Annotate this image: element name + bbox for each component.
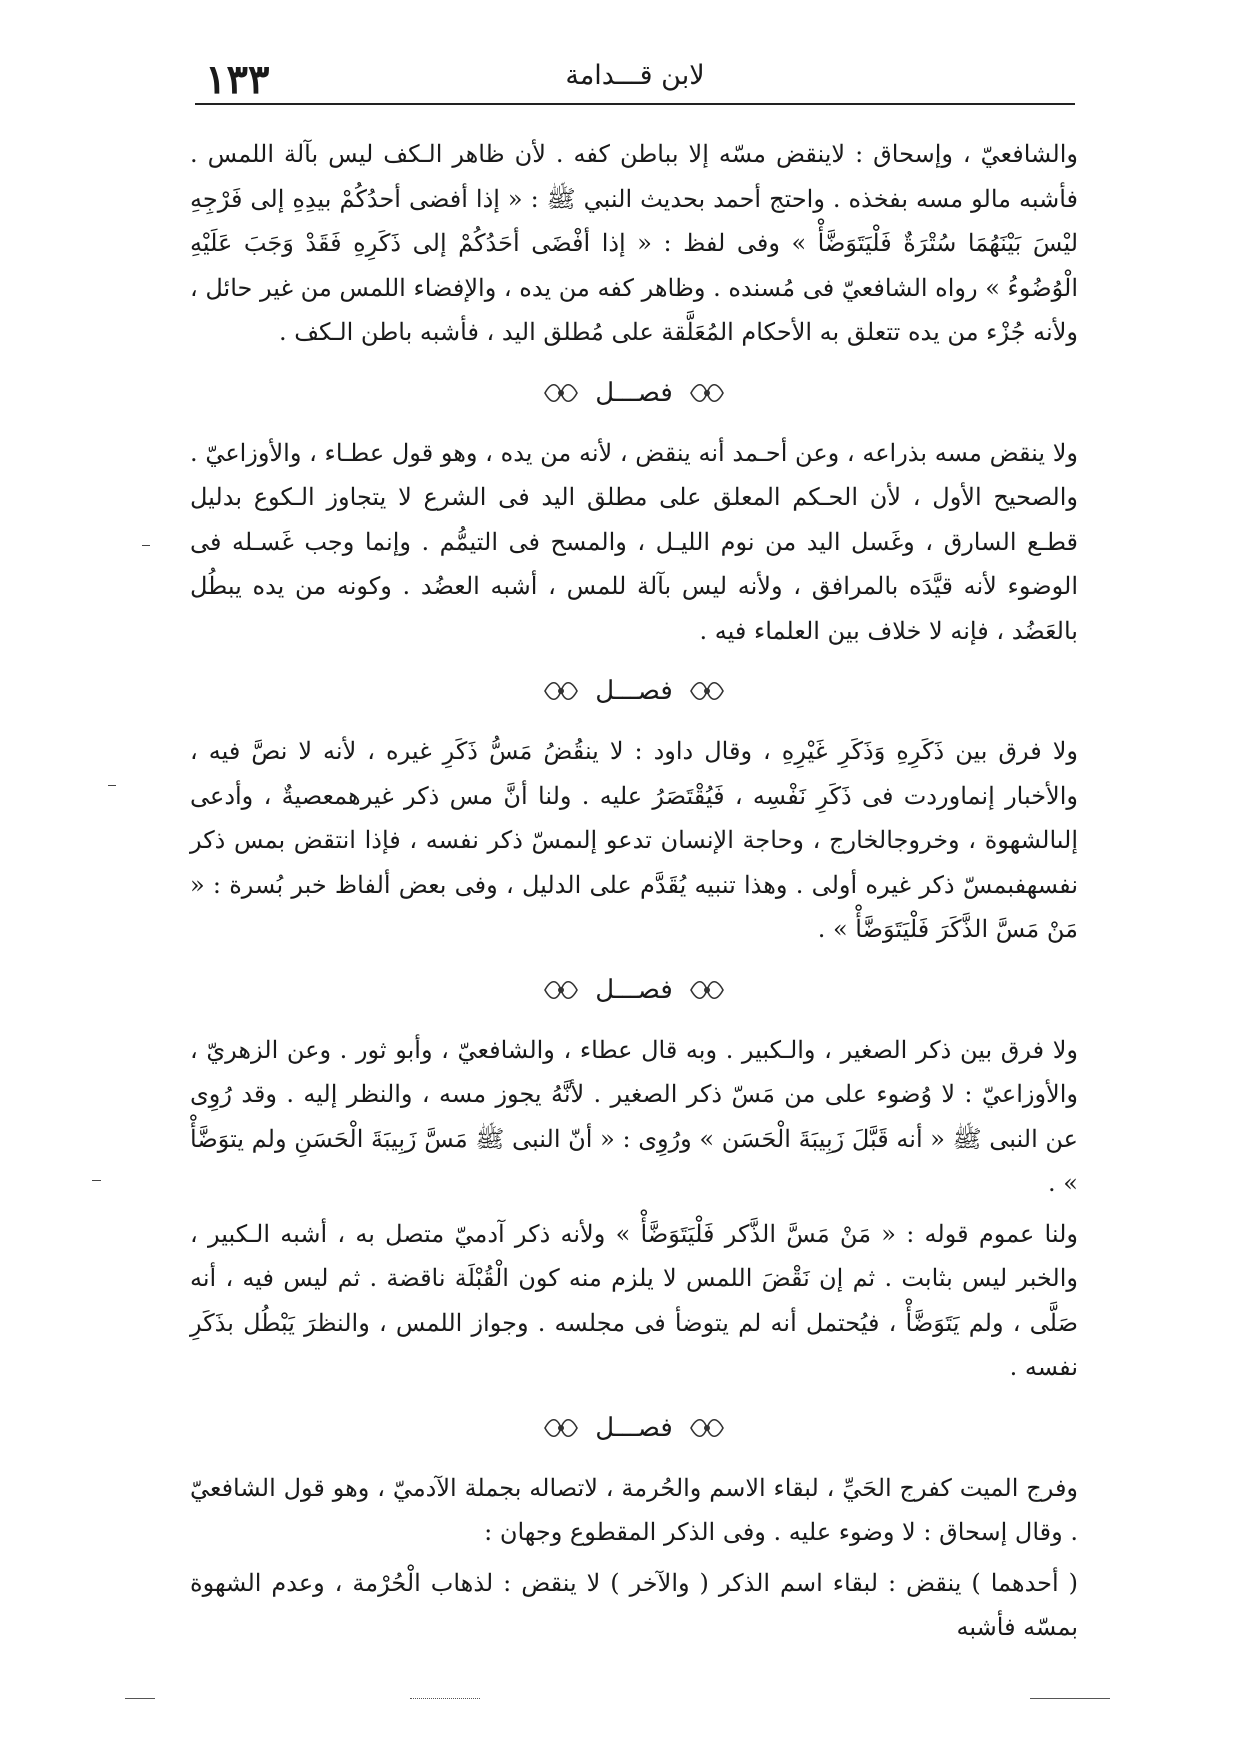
running-head-title: لابن قـــدامة [565, 60, 705, 91]
section-title: فصـــل [595, 974, 673, 1005]
paragraph: وفرج الميت كفرج الحَيِّ ، لبقاء الاسم والحُرمة ، لاتصاله بجملة الآدميّ ، وهو قول الشافعيّ . وقال إسحاق : لا وضوء عليه . وفى الذكر المقطوع وجهان : [190, 1473, 1079, 1546]
margin-mark [108, 785, 116, 786]
paragraph: والشافعيّ ، وإسحاق : لاينقض مسّه إلا بباطن كفه . لأن ظاهر الـكف ليس بآلة اللمس . فأشبه مالو مسه بفخذه . واحتج أحمد بحديث النبي ﷺ : « إذا أفضى أحدُكُمْ بيدِهِ إلى فَرْجِهِ ليْسَ بَيْنَهُمَا سُتْرَةٌ فَلْيَتَوَضَّأْ » وفى لفظ : « إذا أفْضَى أحَدُكُمْ إلى ذَكَرِهِ فَقَدْ وَجَبَ عَلَيْهِ الْوُضُوءُ » رواه الشافعيّ فى مُسنده . وظاهر كفه من يده ، والإفضاء اللمس من غير حائل ، ولأنه جُزْء من يده تتعلق به الأحكام المُعَلَّقة على مُطلق اليد ، فأشبه باطن الـكف . [190, 140, 1078, 346]
section-title: فصـــل [595, 676, 673, 706]
paragraph: ( أحدهما ) ينقض : لبقاء اسم الذكر ( والآخر ) لا ينقض : لذهاب الْحُرْمة ، وعدم الشهوة بمسّه فأشبه [190, 1568, 1078, 1641]
footer-rule [1030, 1698, 1110, 1699]
margin-mark [142, 545, 150, 546]
section-title: فصـــل [595, 1412, 673, 1443]
section-title: فصـــل [595, 377, 673, 408]
ornament-icon [541, 678, 581, 704]
paragraph: ولا فرق بين ذَكَرِهِ وَذَكَرِ غَيْرِهِ ، وقال داود : لا ينقُضُ مَسُّ ذَكَرِ غيره ، لأنه لا نصَّ فيه ، والأخبار إنماوردت فى ذَكَرِ نَفْسِه ، فَيُقْتَصَرُ عليه . ولنا أنَّ مس ذكر غيرهمعصيةٌ ، وأدعى إلىالشهوة ، وخروجالخارج ، وحاجة الإنسان تدعو إلىمسّ ذكر نفسه ، فإذا انتقض بمس ذكر نفسهفبمسّ ذكر غيره أولى . وهذا تنبيه يُقَدَّم على الدليل ، وفى بعض ألفاظ خبر بُسرة : « مَنْ مَسَّ الذَّكَرَ فَلْيَتَوَضَّأْ » . [190, 737, 1078, 943]
ornament-icon [687, 380, 727, 406]
main-text [190, 132, 1078, 1650]
section-heading [190, 355, 1078, 431]
page-number: ١٣٣ [205, 56, 270, 103]
header-rule [195, 103, 1075, 105]
section-heading [190, 952, 1078, 1028]
ornament-icon [541, 977, 581, 1003]
paragraph: ولا ينقض مسه بذراعه ، وعن أحـمد أنه ينقض ، لأنه من يده ، وهو قول عطـاء ، والأوزاعيّ . والصحيح الأول ، لأن الحـكم المعلق على مطلق اليد فى الشرع لا يتجاوز الـكوع بدليل قطـع السارق ، وغَسل اليد من نوم الليـل ، والمسح فى التيمُّم . وإنما وجب غَسـله فى الوضوء لأنه قيَّدَه بالمرافق ، ولأنه ليس بآلة للمس ، أشبه العضُد . وكونه من يده يبطُل بالعَضُد ، فإنه لا خلاف بين العلماء فيه . [190, 438, 1078, 645]
section-heading [190, 1390, 1078, 1466]
ornament-icon [687, 678, 727, 704]
ornament-icon [541, 380, 581, 406]
paragraph: ولنا عموم قوله : « مَنْ مَسَّ الذَّكر فَلْيَتَوَضَّأْ » ولأنه ذكر آدميّ متصل به ، أشبه الـكبير ، والخبر ليس بثابت . ثم إن نَقْضَ اللمس لا يلزم منه كون الْقُبْلَة ناقضة . ثم ليس فيه ، أنه صَلَّى ، ولم يَتَوَضَّأْ ، فيُحتمل أنه لم يتوضأ فى مجلسه . وجواز اللمس ، والنظرَ يَبْطُل بذَكَرِ نفسه . [190, 1219, 1078, 1381]
margin-mark [92, 1180, 101, 1181]
footer-rule [410, 1698, 480, 1699]
running-head [195, 52, 1075, 102]
paragraph: ولا فرق بين ذكر الصغير ، والـكبير . وبه قال عطاء ، والشافعيّ ، وأبو ثور . وعن الزهريّ ، والأوزاعيّ : لا وُضوء على من مَسّ ذكر الصغير . لأنَّهُ يجوز مسه ، والنظر إليه . وقد رُوِى عن النبى ﷺ « أنه قَبَّلَ زَبِيبَةَ الْحَسَن » ورُوِى : « أنّ النبى ﷺ مَسَّ زَبِيبَةَ الْحَسَنِ ولم يتوَضَّأْ » . [190, 1035, 1078, 1197]
ornament-icon [687, 977, 727, 1003]
section-heading [190, 653, 1078, 729]
ornament-icon [541, 1415, 581, 1441]
ornament-icon [687, 1415, 727, 1441]
footer-rule [125, 1698, 155, 1699]
